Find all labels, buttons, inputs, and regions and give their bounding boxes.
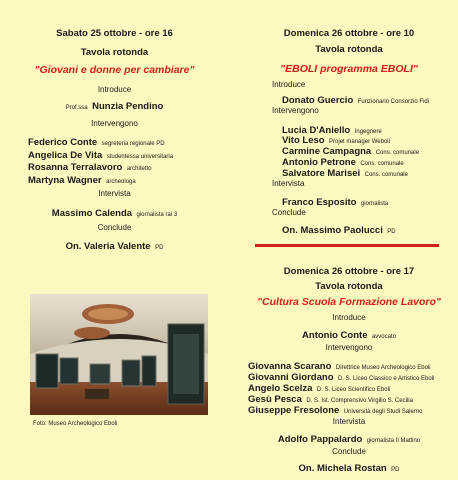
speaker-name: Giovanni Giordano [248, 372, 334, 383]
introduce-line [240, 325, 458, 343]
introduce-role: avvocato [371, 334, 396, 340]
introduce-label: Introduce [97, 85, 132, 94]
speaker-role: studentessa universitaria [106, 154, 174, 160]
conclude-label: Conclude [272, 208, 306, 217]
introduce-label: Introduce [272, 80, 306, 89]
conclude-line [240, 458, 458, 476]
introduce-name: Nunzia Pendino [92, 101, 164, 112]
intervista-label: Intervista [98, 189, 131, 198]
intervista-role: giornalista [360, 201, 389, 207]
speaker-name: Gesù Pesca [248, 394, 302, 405]
event-type: Tavola rotonda [315, 44, 383, 55]
introduce-label: Introduce [332, 313, 366, 322]
speaker-name: Antonio Petrone [282, 157, 356, 168]
speaker-role: D. S. Liceo Classico e Artistico Eboli [337, 376, 435, 382]
introduce-name: Antonio Conte [302, 330, 368, 341]
photo-caption: Foto: Museo Archeologico Eboli [33, 421, 118, 427]
intervista-label: Intervista [272, 179, 305, 188]
intervengono-label: Intervengono [272, 106, 319, 115]
speaker-role: Cons. comunale [360, 161, 404, 167]
event-title: "Giovani e donne per cambiare" [34, 64, 195, 76]
intervengono-label: Intervengono [91, 119, 138, 128]
conclude-label: Conclude [97, 223, 132, 232]
speaker-name: Carmine Campagna [282, 146, 372, 157]
speaker-name: Vito Leso [282, 135, 325, 146]
intervengono-label: Intervengono [325, 343, 373, 352]
introduce-line [0, 96, 229, 114]
speaker-name: Giuseppe Fresolone [248, 405, 340, 416]
speaker-name: Angelica De Vita [28, 150, 103, 161]
speaker-role: architetto [126, 166, 152, 172]
intervista-line [240, 429, 458, 447]
event-date: Domenica 26 ottobre - ore 10 [283, 28, 415, 39]
speaker-role: segreteria regionale PD [101, 141, 165, 147]
museum-photo [30, 294, 208, 415]
event-type: Tavola rotonda [80, 47, 149, 58]
intervista-label: Intervista [332, 417, 366, 426]
intervista-name: Adolfo Pappalardo [277, 434, 363, 445]
event-title: "Cultura Scuola Formazione Lavoro" [257, 296, 441, 308]
speaker-name: Martyna Wagner [28, 175, 102, 186]
speaker-name: Federico Conte [28, 137, 98, 148]
speaker-name: Angelo Scelza [248, 383, 313, 394]
intervista-name: Franco Esposito [282, 197, 357, 208]
conclude-line [0, 236, 229, 254]
intervista-role: giornalista rai 3 [136, 212, 178, 218]
museum-interior-image [30, 294, 208, 415]
speaker-name: Salvatore Marisei [282, 168, 361, 179]
introduce-role: Funzionario Consorzio Fidi [357, 99, 430, 105]
intervista-line [0, 203, 229, 221]
event-date: Sabato 25 ottobre - ore 16 [56, 28, 173, 39]
speaker-role: Università degli Studi Salerno [343, 409, 423, 415]
conclude-suffix: PD [155, 245, 164, 251]
conclude-name: On. Massimo Paolucci [282, 225, 383, 236]
speaker-role: Projet manager Weboli [329, 139, 390, 145]
conclude-line [282, 220, 396, 238]
event-type: Tavola rotonda [315, 281, 383, 292]
speaker-name: Rosanna Terralavoro [28, 162, 123, 173]
conclude-suffix: PD [387, 229, 396, 235]
speaker-role: D. S. Liceo Scientifico Eboli [316, 387, 391, 393]
intervista-name: Massimo Calenda [51, 208, 133, 219]
speaker-role: Cons. comunale [364, 172, 408, 178]
section-divider [255, 244, 439, 247]
introduce-prefix: Prof.ssa [65, 105, 88, 111]
conclude-label: Conclude [332, 447, 366, 456]
speaker-role: D. S. Ist. Comprensivo Virgilio S. Cecilia [306, 398, 413, 404]
speaker-role: Direttrice Museo Archeologico Eboli [335, 365, 431, 371]
conclude-suffix: PD [391, 467, 400, 473]
speaker-name: Lucia D'Aniello [282, 125, 351, 136]
speaker-role: Cons. comunale [375, 150, 420, 156]
speaker-role: archeologa [106, 179, 136, 185]
introduce-name: Donato Guercio [282, 95, 354, 106]
event-date: Domenica 26 ottobre - ore 17 [283, 266, 415, 277]
speaker-role: Ingegnere [354, 129, 382, 135]
speaker-name: Giovanna Scarano [248, 361, 332, 372]
conclude-name: On. Valeria Valente [65, 241, 151, 252]
intervista-role: giornalista Il Mattino [366, 438, 421, 444]
event-title: "EBOLI programma EBOLI" [280, 63, 418, 75]
speaker-line [248, 400, 423, 418]
conclude-name: On. Michela Rostan [298, 463, 387, 474]
speaker-line [28, 170, 136, 188]
